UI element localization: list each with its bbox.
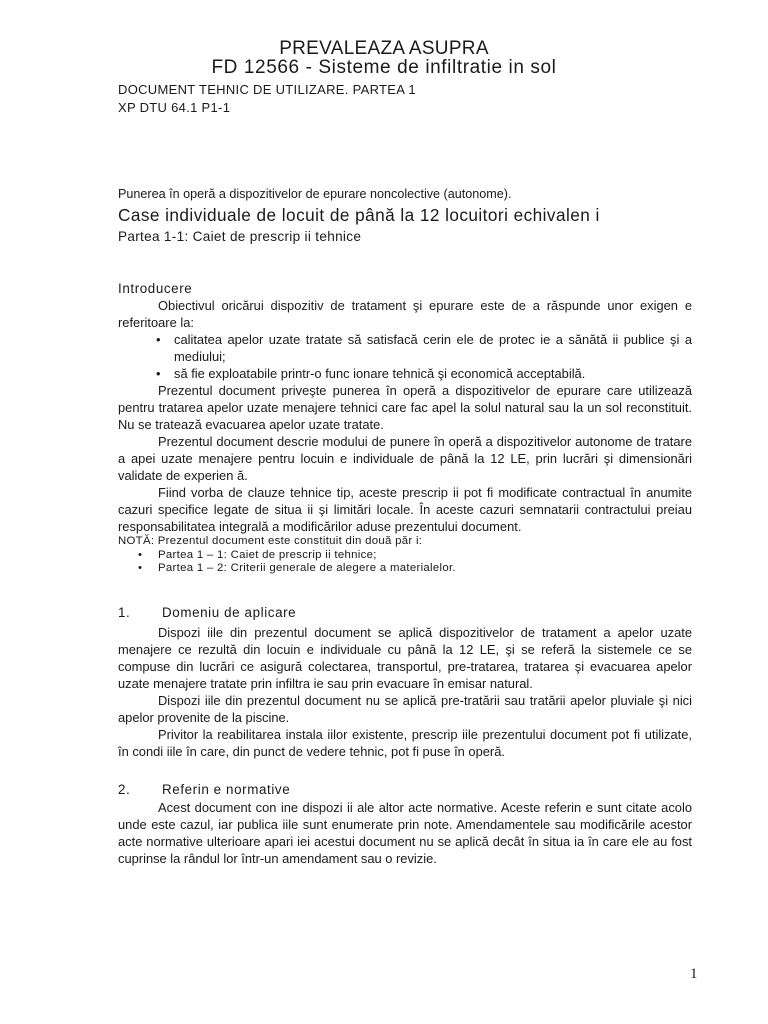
intro-note: NOTĂ: Prezentul document este constituit din două păr i:	[118, 535, 423, 547]
intro-paragraph-2: Prezentul document priveşte punerea în operă a dispozitivelor de epurare care utilizează pentru tratarea apelor uzate menajere tehnici care fac apel la solul natural sau la un sol reconstituit. Nu se tratează evacuarea apelor uzate tratate.	[118, 383, 692, 432]
section-title: Referin e normative	[162, 782, 291, 797]
section-1-body	[118, 624, 692, 760]
intro-paragraph-4: Fiind vorba de clauze tehnice tip, aceste prescrip ii pot fi modificate contractual în anumite cazuri specifice legate de situa ii şi limitări locale. În aceste cazuri semnatarii contractului preiau responsabilitatea integrală a modificărilor aduse prezentului document.	[118, 485, 692, 534]
page-number: 1	[690, 966, 698, 982]
document-main-title: Case individuale de locuit de până la 12 locuitori echivalen i	[118, 205, 600, 225]
section-1-heading	[118, 605, 296, 620]
intro-paragraph-3: Prezentul document descrie modului de punere în operă a dispozitivelor autonome de tratare a apei uzate menajere pentru locuin e individuale de până la 12 LE, prin lucrări şi dimensionări validate de experien ă.	[118, 434, 692, 483]
section-2-heading	[118, 782, 290, 797]
list-item: • să fie exploatabile printr-o func ionare tehnică şi economică acceptabilă.	[156, 366, 586, 381]
header-document-code: XP DTU 64.1 P1-1	[118, 100, 231, 115]
header-prevails-over: PREVALEAZA ASUPRA	[279, 38, 489, 59]
intro-bullet-list	[118, 331, 692, 382]
section-2-body	[118, 799, 692, 867]
section-1-paragraph-1: Dispozi iile din prezentul document se aplică dispozitivelor de tratament a apelor uzate menajere ce rezultă din locuin e individuale cu până la 12 LE, şi se referă la sistemele ce se compuse din lucrări ce asigură colectarea, transportul, pre-tratarea, tratarea şi evacuarea apelor uzate menajere tratate prin infiltra ie sau prin evacuare în emisar natural.	[118, 625, 692, 691]
section-1-paragraph-2: Dispozi iile din prezentul document nu se aplică pre-tratării sau tratării apelor pluviale şi nici apelor provenite de la piscine.	[118, 693, 692, 725]
section-2-paragraph-1: Acest document con ine dispozi ii ale altor acte normative. Aceste referin e sunt citate acolo unde este cazul, iar publica iile sunt enumerate prin note. Amendamentele sau modificările acestor acte normative ulterioare apari iei acestui document nu se aplică decât în situa ia în care ele au fost cuprinse la rândul lor într-un amendament sau o revizie.	[118, 800, 692, 866]
bullet-icon: •	[156, 332, 161, 347]
section-number: 1.	[118, 605, 131, 620]
section-1-paragraph-3: Privitor la reabilitarea instala iilor existente, prescrip iile prezentului document pot fi utilizate, în condi iile în care, din punct de vedere tehnic, pot fi puse în operă.	[118, 727, 692, 759]
document-part-title: Partea 1-1: Caiet de prescrip ii tehnice	[118, 229, 362, 244]
intro-paragraph-1: Obiectivul oricărui dispozitiv de tratament şi epurare este de a răspunde unor exigen e referitoare la:	[118, 298, 692, 330]
bullet-icon: •	[138, 548, 143, 561]
intro-note-list	[118, 549, 692, 576]
document-subtitle: Punerea în operă a dispozitivelor de epurare noncolective (autonome).	[118, 187, 512, 201]
section-title: Domeniu de aplicare	[162, 605, 297, 620]
header-standard-title: FD 12566 - Sisteme de infiltratie in sol	[211, 57, 557, 78]
header-document-type: DOCUMENT TEHNIC DE UTILIZARE. PARTEA 1	[118, 82, 416, 97]
intro-body	[118, 297, 692, 576]
list-item: • calitatea apelor uzate tratate să satisfacă cerin ele de protec ie a sănătă ii publice şi a mediului;	[156, 332, 692, 364]
bullet-icon: •	[138, 562, 143, 574]
intro-heading: Introducere	[118, 281, 193, 296]
section-number: 2.	[118, 782, 131, 797]
list-item: • Partea 1 – 1: Caiet de prescrip ii tehnice;	[138, 548, 377, 561]
bullet-icon: •	[156, 366, 161, 381]
list-item: • Partea 1 – 2: Criterii generale de alegere a materialelor.	[138, 562, 456, 574]
